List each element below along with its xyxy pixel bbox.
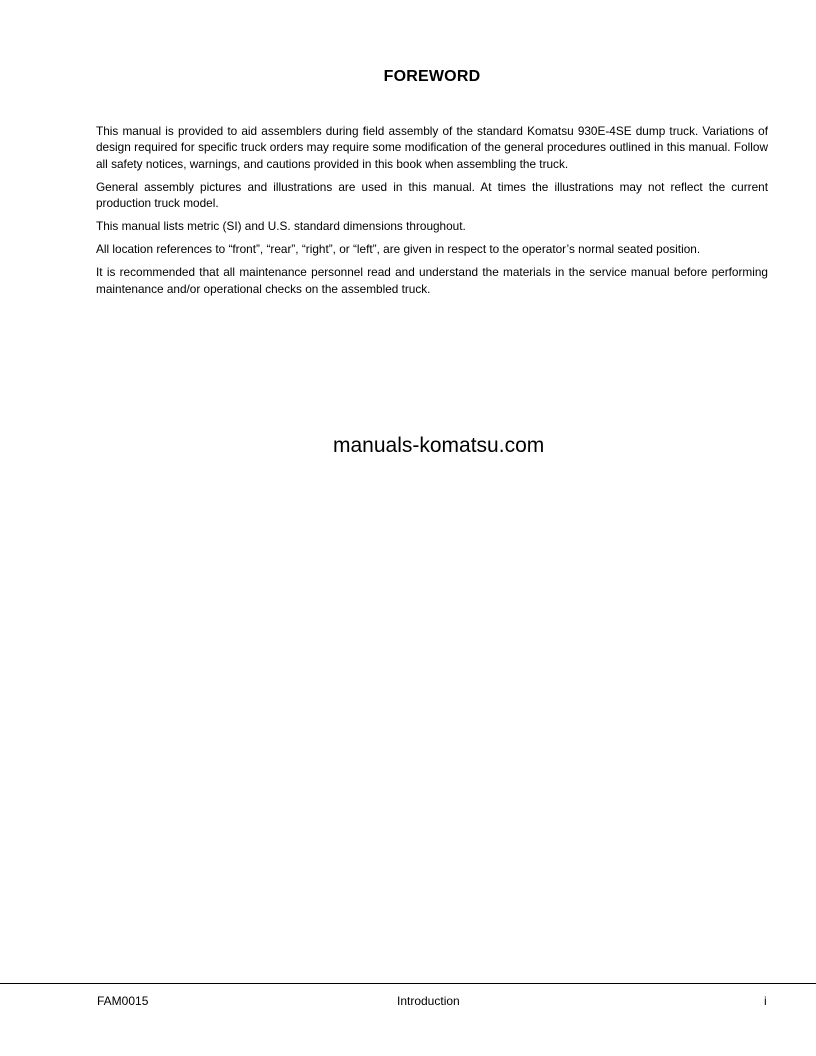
foreword-body bbox=[96, 123, 768, 304]
paragraph: General assembly pictures and illustrations are used in this manual. At times the illustrations may not reflect the current production truck model. bbox=[96, 179, 768, 211]
paragraph: It is recommended that all maintenance personnel read and understand the materials in the service manual before performing maintenance and/or operational checks on the assembled truck. bbox=[96, 265, 768, 296]
paragraph: This manual lists metric (SI) and U.S. standard dimensions throughout. bbox=[96, 219, 466, 234]
page-title: FOREWORD bbox=[383, 68, 481, 85]
paragraph: All location references to “front”, “rear”, “right”, or “left”, are given in respect to the operator’s normal seated position. bbox=[96, 242, 701, 257]
watermark-text: manuals-komatsu.com bbox=[333, 434, 545, 457]
footer-doc-code: FAM0015 bbox=[97, 994, 149, 1008]
footer-section: Introduction bbox=[397, 994, 460, 1008]
paragraph: This manual is provided to aid assemblers during field assembly of the standard Komatsu 930E-4SE dump truck. Variations of design required for specific truck orders may require some modification of the general procedures outlined in this manual. Follow all safety notices, warnings, and cautions provided in this book when assembling the truck. bbox=[96, 124, 768, 171]
footer-divider bbox=[0, 983, 816, 984]
footer-page-number: i bbox=[764, 994, 767, 1008]
